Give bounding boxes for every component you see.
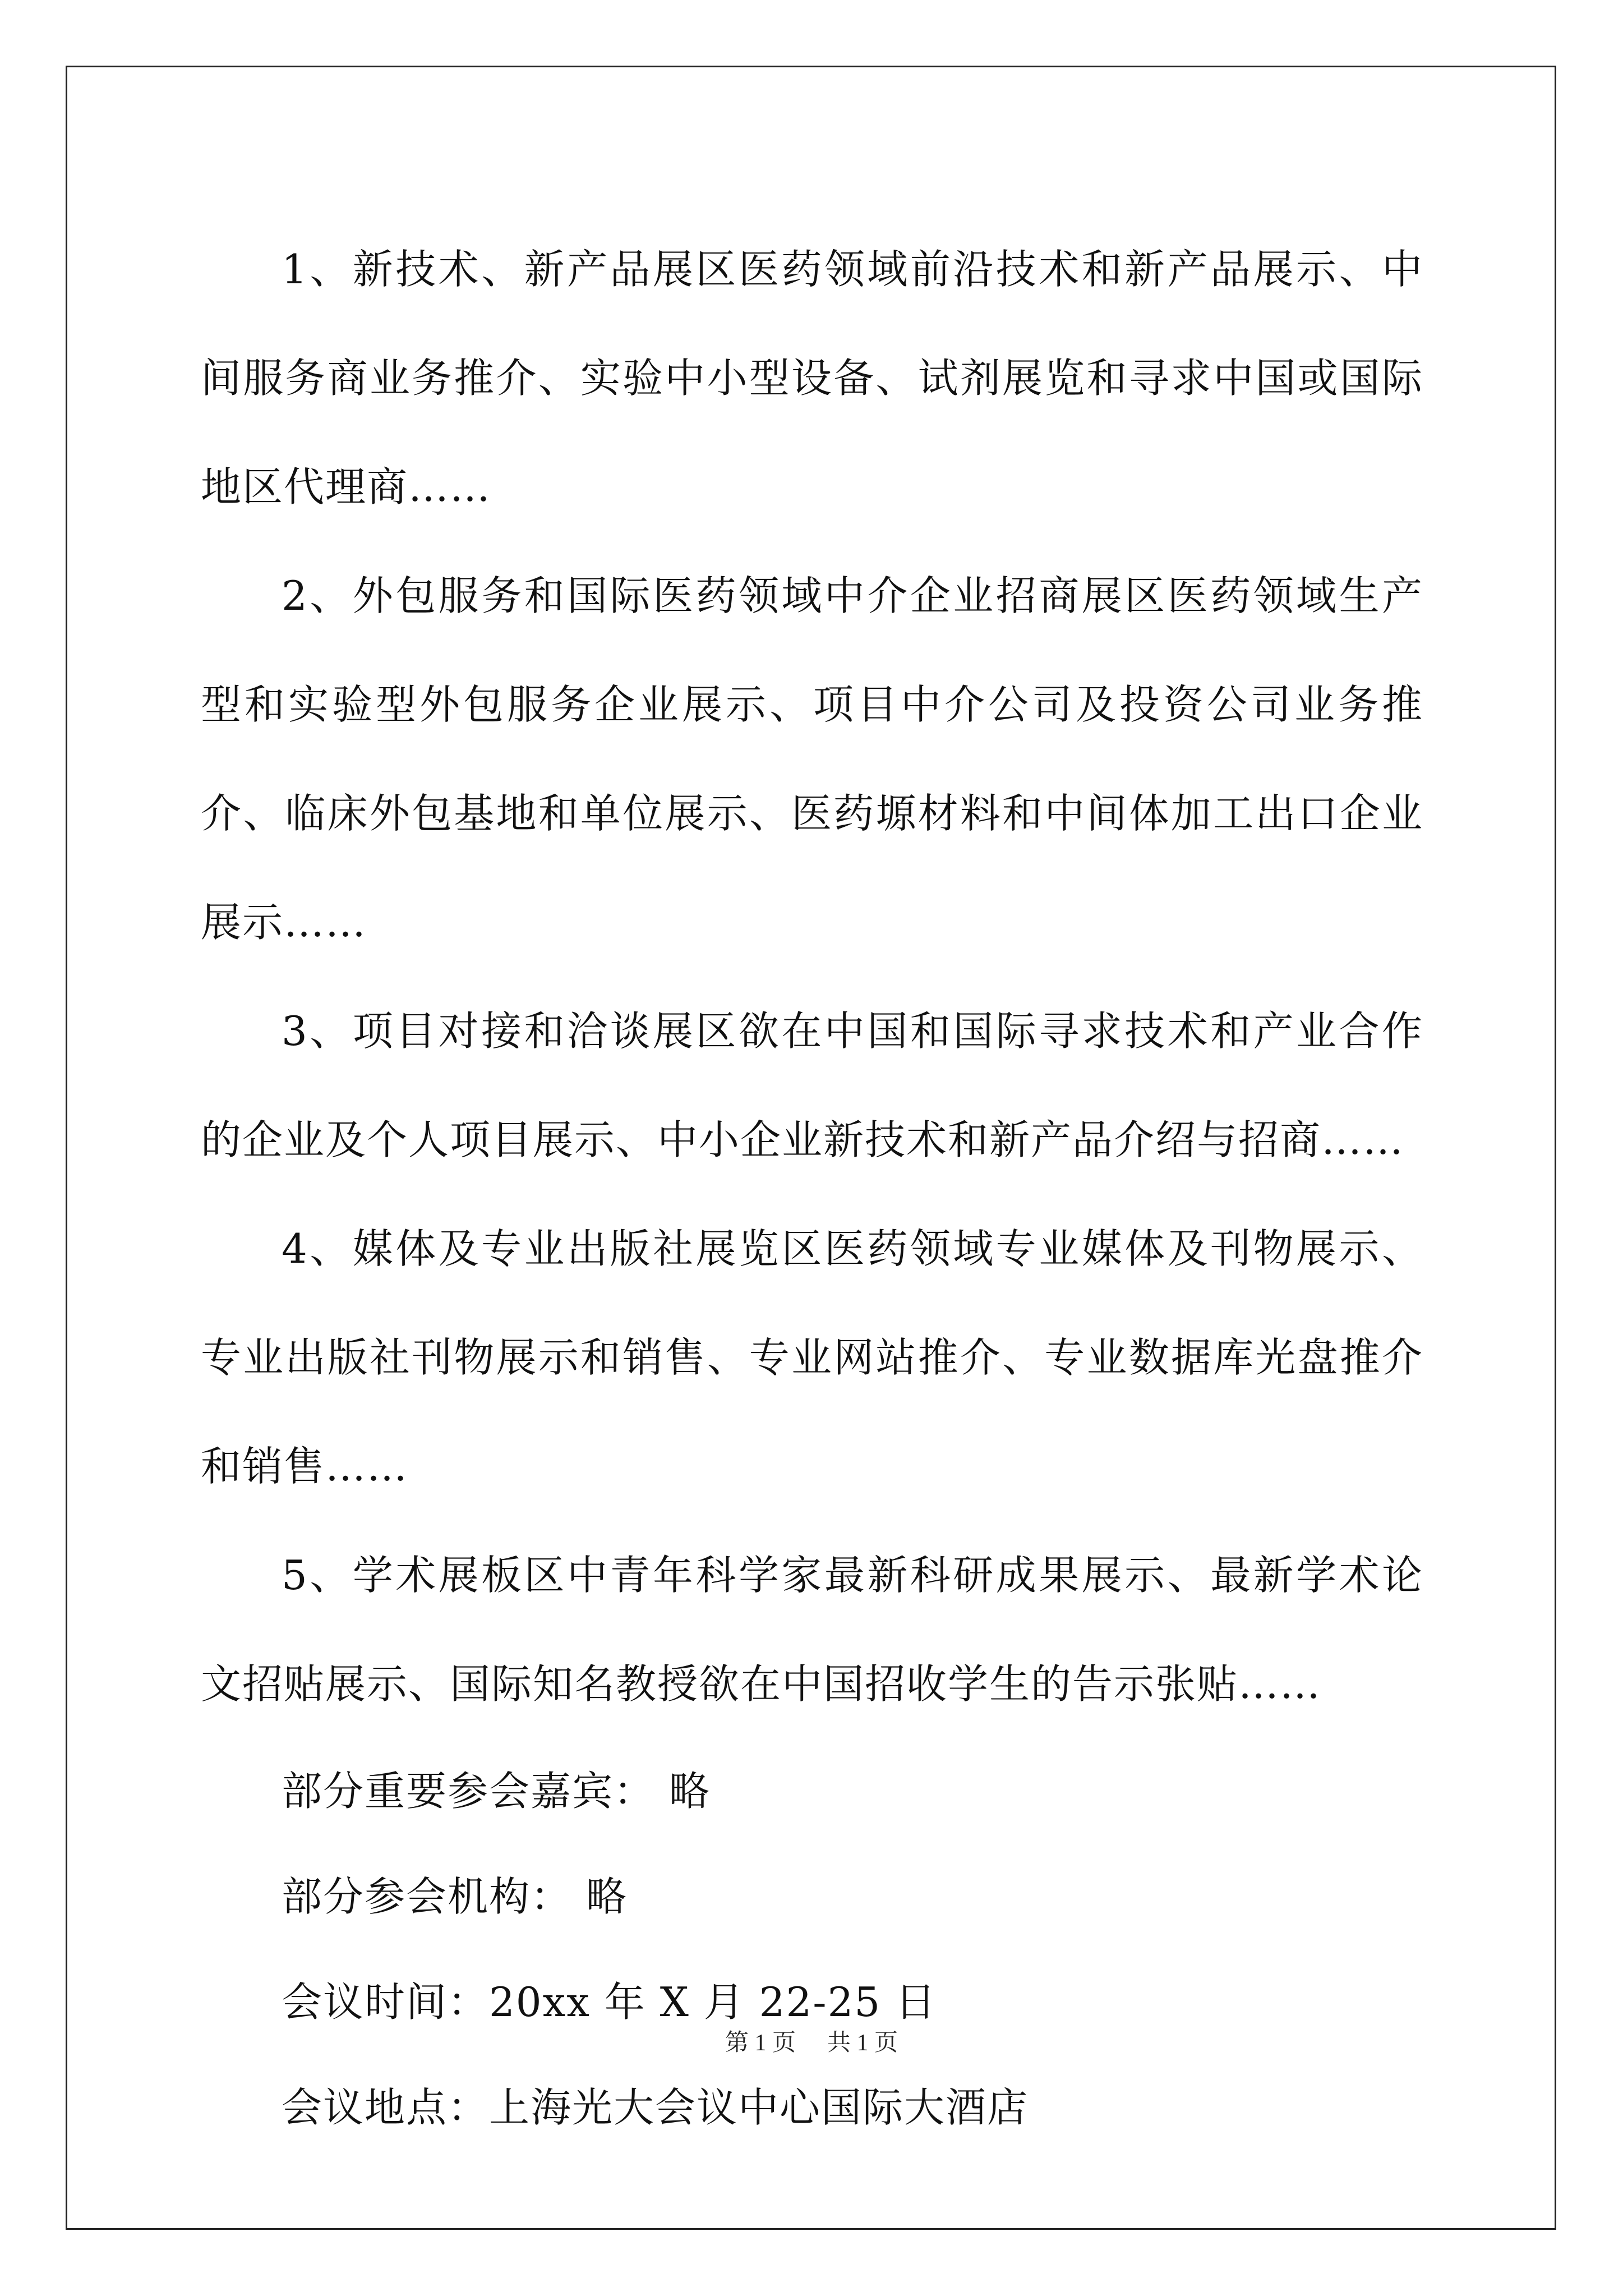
- page-total: 共 1 页: [827, 2030, 898, 2056]
- exhibit-zone-3: 3、项目对接和洽谈展区欲在中国和国际寻求技术和产业合作的企业及个人项目展示、中小企业新技术和新产品介绍与招商……: [201, 1007, 1423, 1163]
- page-footer: [0, 2024, 1623, 2058]
- institutions-line: 部分参会机构： 略: [282, 1873, 628, 1920]
- guests-line: 部分重要参会嘉宾： 略: [282, 1768, 711, 1815]
- exhibit-zone-2: 2、外包服务和国际医药领域中介企业招商展区医药领域生产型和实验型外包服务企业展示、项目中介公司及投资公司业务推介、临床外包基地和单位展示、医药塬材料和中间体加工出口企业展示……: [201, 572, 1423, 946]
- exhibit-zone-4: 4、媒体及专业出版社展览区医药领域专业媒体及刊物展示、专业出版社刊物展示和销售、专业网站推介、专业数据库光盘推介和销售……: [201, 1225, 1423, 1490]
- meeting-time-line: 会议时间：20xx 年 X 月 22-25 日: [282, 1978, 937, 2026]
- exhibit-zone-1: 1、新技术、新产品展区医药领域前沿技术和新产品展示、中间服务商业务推介、实验中小型设备、试剂展览和寻求中国或国际地区代理商……: [201, 246, 1423, 510]
- meeting-location-line: 会议地点：上海光大会议中心国际大酒店: [282, 2084, 1029, 2131]
- document-body: [201, 215, 1423, 2160]
- page-number: 第 1 页: [725, 2030, 796, 2056]
- exhibit-zone-5: 5、学术展板区中青年科学家最新科研成果展示、最新学术论文招贴展示、国际知名教授欲在中国招收学生的告示张贴……: [201, 1552, 1423, 1708]
